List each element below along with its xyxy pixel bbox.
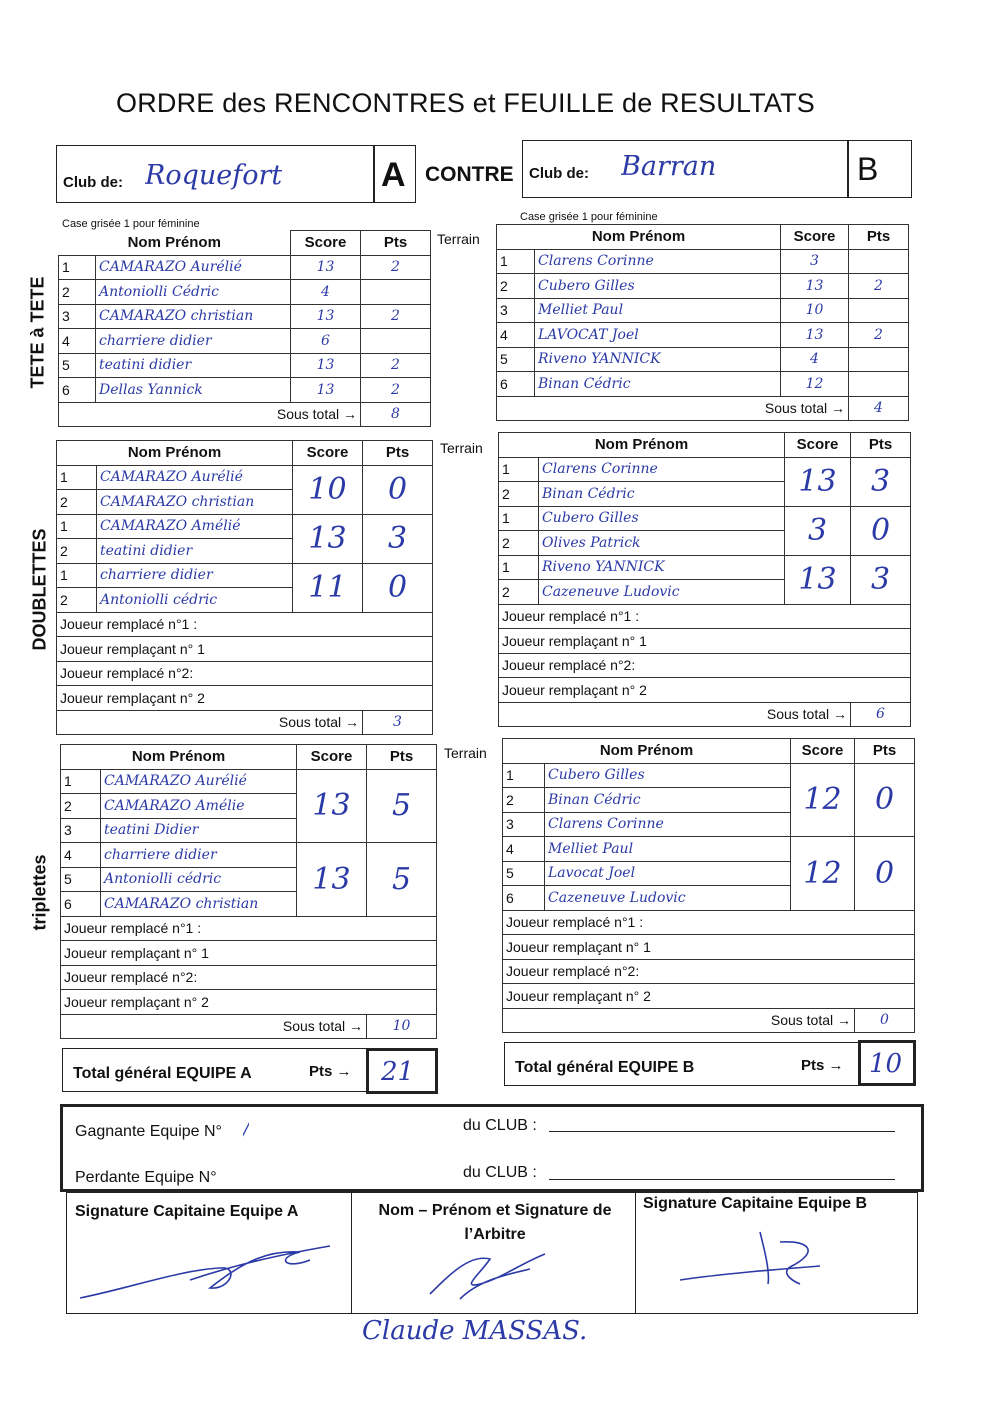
winner-club-line <box>549 1131 895 1132</box>
winner-club-label: du CLUB : <box>463 1117 537 1134</box>
loser-club-label: du CLUB : <box>463 1164 537 1181</box>
replaced-1: Joueur remplacé n°1 : <box>61 916 437 941</box>
trip-a-table <box>60 744 437 1039</box>
score-header: Score <box>291 231 361 256</box>
page-title: ORDRE des RENCONTRES et FEUILLE de RESULTATS <box>116 88 815 118</box>
name-header: Nom Prénom <box>57 441 293 466</box>
player-name: Cubero Gilles <box>539 506 785 531</box>
table-row: 1 CAMARAZO Aurélié 10 0 <box>57 465 433 490</box>
table-row: 2 Antoniolli Cédric 4 <box>59 280 431 305</box>
table-row: 2 teatini didier <box>57 539 433 564</box>
pts-value <box>361 329 431 354</box>
club-b-box <box>522 140 848 198</box>
subtotal-value: 4 <box>849 396 909 421</box>
score-value: 10 <box>293 465 363 514</box>
table-row: 1 CAMARAZO Aurélié 13 2 <box>59 255 431 280</box>
contre-label: CONTRE <box>425 163 514 186</box>
player-name: charriere didier <box>96 329 291 354</box>
table-row: 2 Binan Cédric <box>499 482 911 507</box>
replaced-1: Joueur remplacé n°1 : <box>57 612 433 637</box>
score-value: 12 <box>791 837 855 911</box>
table-row: 6 Binan Cédric 12 <box>497 372 909 397</box>
player-name: CAMARAZO Aurélié <box>101 769 297 794</box>
player-name: Cazeneuve Ludovic <box>539 580 785 605</box>
pts-value: 2 <box>849 323 909 348</box>
total-a-value-box <box>366 1048 438 1094</box>
player-name: Binan Cédric <box>545 788 791 813</box>
player-name: Antoniolli Cédric <box>96 280 291 305</box>
total-a-label: Total général EQUIPE A <box>73 1065 252 1082</box>
table-row: 3 CAMARAZO christian 13 2 <box>59 304 431 329</box>
subtotal-value: 10 <box>367 1014 437 1039</box>
pts-header: Pts <box>851 433 911 458</box>
table-row: 3 teatini Didier <box>61 818 437 843</box>
player-name: Lavocat Joel <box>545 861 791 886</box>
table-row: 4 Melliet Paul 12 0 <box>503 837 915 862</box>
score-value: 13 <box>781 323 849 348</box>
score-value: 3 <box>785 506 851 555</box>
table-row: 1 Cubero Gilles 3 0 <box>499 506 911 531</box>
score-value: 10 <box>781 298 849 323</box>
player-name: charriere didier <box>101 843 297 868</box>
name-header: Nom Prénom <box>499 433 785 458</box>
player-name: Olives Patrick <box>539 531 785 556</box>
replacing-1: Joueur remplaçant n° 1 <box>57 637 433 662</box>
replacing-2: Joueur remplaçant n° 2 <box>57 686 433 711</box>
terrain-header: Terrain <box>444 745 487 761</box>
club-a-box <box>56 145 374 203</box>
pts-header: Pts <box>363 441 433 466</box>
replacing-1: Joueur remplaçant n° 1 <box>503 935 915 960</box>
table-row: 2 Cazeneuve Ludovic <box>499 580 911 605</box>
player-name: CAMARAZO christian <box>97 490 293 515</box>
score-value: 12 <box>791 763 855 837</box>
pts-header: Pts <box>849 225 909 250</box>
replaced-2: Joueur remplacé n°2: <box>57 661 433 686</box>
score-value: 13 <box>291 353 361 378</box>
table-row: 5 Antoniolli cédric <box>61 867 437 892</box>
table-row: 2 Olives Patrick <box>499 531 911 556</box>
table-row: 2 CAMARAZO christian <box>57 490 433 515</box>
table-row: 4 charriere didier 13 5 <box>61 843 437 868</box>
total-a-value: 21 <box>381 1057 415 1087</box>
replacing-2: Joueur remplaçant n° 2 <box>499 678 911 703</box>
pts-value: 3 <box>851 457 911 506</box>
player-name: CAMARAZO christian <box>101 892 297 917</box>
player-name: Antoniolli cédric <box>97 588 293 613</box>
score-value: 4 <box>781 347 849 372</box>
score-value: 13 <box>293 514 363 563</box>
grey-note-b: Case grisée 1 pour féminine <box>520 211 658 223</box>
replacing-2: Joueur remplaçant n° 2 <box>61 990 437 1015</box>
table-row: 3 Melliet Paul 10 <box>497 298 909 323</box>
sig-arbitre-label: Nom – Prénom et Signature de l’Arbitre <box>378 1202 612 1243</box>
total-b-value-box <box>858 1040 916 1086</box>
name-header: Nom Prénom <box>503 739 791 764</box>
score-header: Score <box>297 745 367 770</box>
total-b-label: Total général EQUIPE B <box>515 1059 695 1076</box>
pts-header: Pts <box>367 745 437 770</box>
pts-value: 0 <box>851 506 911 555</box>
table-row: 5 teatini didier 13 2 <box>59 353 431 378</box>
signature-referee <box>420 1244 560 1304</box>
player-name: Riveno YANNICK <box>539 555 785 580</box>
player-name: Cubero Gilles <box>545 763 791 788</box>
replaced-2: Joueur remplacé n°2: <box>499 653 911 678</box>
loser-label: Perdante Equipe N° <box>75 1169 217 1186</box>
total-b-box <box>504 1042 914 1086</box>
name-header: Nom Prénom <box>61 745 297 770</box>
pts-value: 0 <box>363 563 433 612</box>
pts-header: Pts <box>361 231 431 256</box>
subtotal-value: 8 <box>361 402 431 427</box>
player-name: LAVOCAT Joel <box>535 323 781 348</box>
score-value: 13 <box>291 378 361 403</box>
table-row: 1 CAMARAZO Amélié 13 3 <box>57 514 433 539</box>
arbitre-name: Claude MASSAS. <box>362 1316 588 1346</box>
score-value: 12 <box>781 372 849 397</box>
doub-b-table <box>498 432 911 727</box>
table-row: 4 charriere didier 6 <box>59 329 431 354</box>
table-row: 2 Binan Cédric <box>503 788 915 813</box>
table-row: 1 Cubero Gilles 12 0 <box>503 763 915 788</box>
subtotal-label: Sous total → <box>499 702 851 727</box>
table-row: 6 Dellas Yannick 13 2 <box>59 378 431 403</box>
loser-club-line <box>549 1179 895 1180</box>
player-name: CAMARAZO Amélié <box>97 514 293 539</box>
player-name: teatini Didier <box>101 818 297 843</box>
replaced-2: Joueur remplacé n°2: <box>61 965 437 990</box>
table-row: 1 Clarens Corinne 13 3 <box>499 457 911 482</box>
total-a-pts-label: Pts → <box>309 1063 352 1080</box>
score-value: 13 <box>297 843 367 917</box>
subtotal-value: 3 <box>363 710 433 735</box>
pts-value: 5 <box>367 769 437 843</box>
pts-value: 2 <box>361 353 431 378</box>
player-name: Clarens Corinne <box>535 249 781 274</box>
doub-a-table <box>56 440 433 735</box>
terrain-header: Terrain <box>437 231 480 247</box>
table-row: 3 Clarens Corinne <box>503 812 915 837</box>
subtotal-label: Sous total → <box>497 396 849 421</box>
signature-captain-a <box>70 1230 350 1310</box>
signature-captain-b <box>670 1222 870 1292</box>
player-name: Binan Cédric <box>539 482 785 507</box>
subtotal-label: Sous total → <box>59 402 361 427</box>
sig-divider-2 <box>635 1193 636 1313</box>
score-header: Score <box>791 739 855 764</box>
subtotal-value: 6 <box>851 702 911 727</box>
name-header: Nom Prénom <box>127 234 221 251</box>
score-value: 11 <box>293 563 363 612</box>
tete-a-table <box>58 230 431 427</box>
total-b-value: 10 <box>869 1049 903 1079</box>
team-b-letter: B <box>857 151 879 187</box>
total-b-pts-label: Pts → <box>801 1057 844 1074</box>
section-doublettes: DOUBLETTES <box>29 528 50 651</box>
tete-b-table <box>496 224 909 421</box>
player-name: CAMARAZO Aurélié <box>96 255 291 280</box>
player-name: Melliet Paul <box>535 298 781 323</box>
pts-value <box>849 347 909 372</box>
table-row: 1 charriere didier 11 0 <box>57 563 433 588</box>
score-value: 13 <box>291 304 361 329</box>
club-b-name: Barran <box>621 151 717 182</box>
score-value: 13 <box>785 457 851 506</box>
team-a-letter-box <box>374 145 416 203</box>
pts-header: Pts <box>855 739 915 764</box>
club-b-label: Club de: <box>529 165 589 182</box>
player-name: CAMARAZO Aurélié <box>97 465 293 490</box>
player-name: Cubero Gilles <box>535 274 781 299</box>
pts-value: 2 <box>361 304 431 329</box>
table-row: 2 Antoniolli cédric <box>57 588 433 613</box>
player-name: CAMARAZO Amélie <box>101 794 297 819</box>
table-row: 5 Riveno YANNICK 4 <box>497 347 909 372</box>
table-row: 2 Cubero Gilles 13 2 <box>497 274 909 299</box>
pts-value <box>849 298 909 323</box>
score-value: 13 <box>785 555 851 604</box>
sig-divider-1 <box>351 1193 352 1313</box>
team-a-letter: A <box>381 156 406 194</box>
score-header: Score <box>781 225 849 250</box>
table-row: 4 LAVOCAT Joel 13 2 <box>497 323 909 348</box>
sig-cap-a-label: Signature Capitaine Equipe A <box>75 1203 299 1220</box>
score-value: 3 <box>781 249 849 274</box>
winner-label: Gagnante Equipe N° <box>75 1123 222 1140</box>
club-a-name: Roquefort <box>145 160 283 191</box>
pts-value: 2 <box>361 378 431 403</box>
replacing-2: Joueur remplaçant n° 2 <box>503 984 915 1009</box>
subtotal-label: Sous total → <box>503 1008 855 1033</box>
player-name: teatini didier <box>96 353 291 378</box>
player-name: Riveno YANNICK <box>535 347 781 372</box>
grey-note-a: Case grisée 1 pour féminine <box>62 218 200 230</box>
section-triplettes: triplettes <box>29 854 50 931</box>
table-row: 1 Clarens Corinne 3 <box>497 249 909 274</box>
pts-value: 0 <box>855 763 915 837</box>
pts-value: 2 <box>849 274 909 299</box>
player-name: Antoniolli cédric <box>101 867 297 892</box>
subtotal-label: Sous total → <box>61 1014 367 1039</box>
replacing-1: Joueur remplaçant n° 1 <box>499 629 911 654</box>
score-header: Score <box>785 433 851 458</box>
table-row: 6 CAMARAZO christian <box>61 892 437 917</box>
replaced-1: Joueur remplacé n°1 : <box>503 910 915 935</box>
table-row: 6 Cazeneuve Ludovic <box>503 886 915 911</box>
score-header: Score <box>293 441 363 466</box>
player-name: charriere didier <box>97 563 293 588</box>
pts-value <box>849 249 909 274</box>
table-row: 1 CAMARAZO Aurélié 13 5 <box>61 769 437 794</box>
score-value: 13 <box>291 255 361 280</box>
sig-cap-b-label: Signature Capitaine Equipe B <box>643 1195 868 1212</box>
winner-value: / <box>243 1119 250 1140</box>
name-header: Nom Prénom <box>497 225 781 250</box>
player-name: Binan Cédric <box>535 372 781 397</box>
replacing-1: Joueur remplaçant n° 1 <box>61 941 437 966</box>
table-row: 2 CAMARAZO Amélie <box>61 794 437 819</box>
pts-value: 0 <box>855 837 915 911</box>
pts-value: 3 <box>851 555 911 604</box>
player-name: CAMARAZO christian <box>96 304 291 329</box>
club-a-label: Club de: <box>63 174 123 191</box>
pts-value: 3 <box>363 514 433 563</box>
player-name: Clarens Corinne <box>539 457 785 482</box>
subtotal-value: 0 <box>855 1008 915 1033</box>
pts-value: 0 <box>363 465 433 514</box>
team-b-letter-box <box>848 140 912 198</box>
table-row: 1 Riveno YANNICK 13 3 <box>499 555 911 580</box>
player-name: Dellas Yannick <box>96 378 291 403</box>
pts-value: 2 <box>361 255 431 280</box>
score-value: 13 <box>781 274 849 299</box>
player-name: Melliet Paul <box>545 837 791 862</box>
pts-value: 5 <box>367 843 437 917</box>
subtotal-label: Sous total → <box>57 710 363 735</box>
table-row: 5 Lavocat Joel <box>503 861 915 886</box>
replaced-1: Joueur remplacé n°1 : <box>499 604 911 629</box>
player-name: teatini didier <box>97 539 293 564</box>
pts-value <box>361 280 431 305</box>
trip-b-table <box>502 738 915 1033</box>
score-value: 4 <box>291 280 361 305</box>
score-value: 13 <box>297 769 367 843</box>
score-value: 6 <box>291 329 361 354</box>
terrain-header: Terrain <box>440 440 483 456</box>
pts-value <box>849 372 909 397</box>
result-box <box>60 1104 924 1192</box>
section-tete-a-tete: TETE à TETE <box>27 276 48 389</box>
replaced-2: Joueur remplacé n°2: <box>503 959 915 984</box>
player-name: Clarens Corinne <box>545 812 791 837</box>
player-name: Cazeneuve Ludovic <box>545 886 791 911</box>
